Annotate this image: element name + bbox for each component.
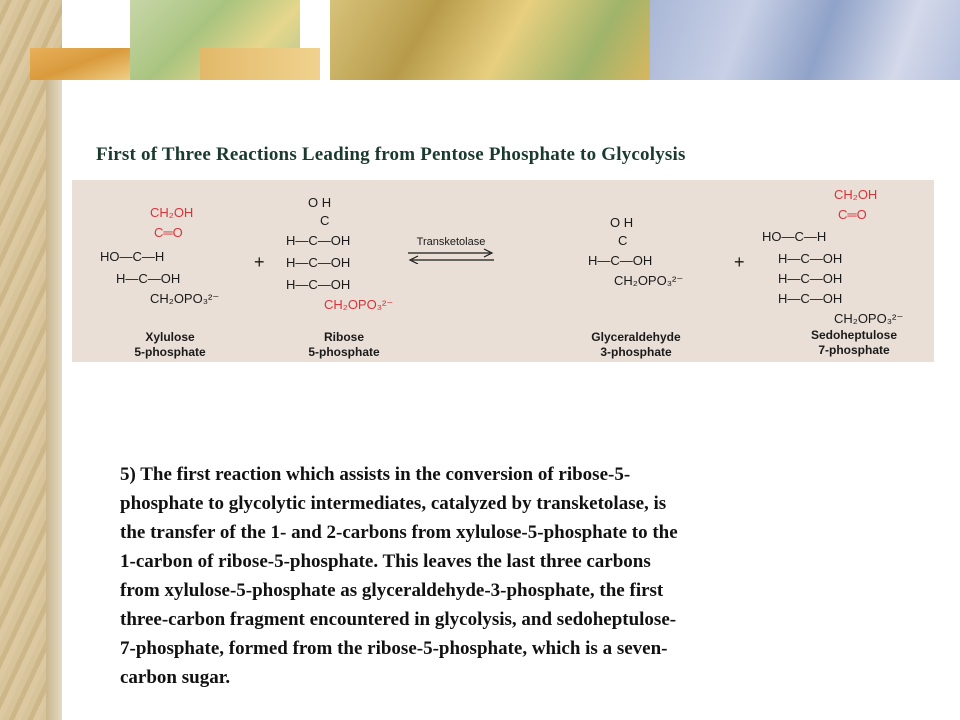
- ribose-line-4: H—C—OH: [286, 255, 351, 270]
- banner-tile-autumn: [330, 0, 650, 80]
- xylulose-line-2: C═O: [154, 225, 183, 240]
- explanation-paragraph: [120, 460, 820, 692]
- paragraph-line: 5) The first reaction which assists in the conversion of ribose-5-: [120, 464, 631, 485]
- xylulose-name: Xylulose: [145, 330, 195, 344]
- paragraph-line: three-carbon fragment encountered in glycolysis, and sedoheptulose-: [120, 609, 677, 630]
- ribose-name-suffix: 5-phosphate: [308, 345, 380, 359]
- glyceraldehyde-line-3: H—C—OH: [588, 253, 653, 268]
- banner-tile-blue: [650, 0, 960, 80]
- paragraph-line: from xylulose-5-phosphate as glyceraldehyde-3-phosphate, the first: [120, 580, 664, 601]
- sedoheptulose-line-2: C═O: [838, 207, 867, 222]
- sedoheptulose-name-suffix: 7-phosphate: [818, 343, 890, 357]
- ribose-line-2: C: [320, 213, 330, 228]
- paragraph-line: the transfer of the 1- and 2-carbons from xylulose-5-phosphate to the: [120, 522, 678, 543]
- xylulose-line-1: CH₂OH: [150, 205, 194, 220]
- ribose-line-6: CH₂OPO₃²⁻: [324, 297, 394, 312]
- sedoheptulose-line-1: CH₂OH: [834, 187, 878, 202]
- banner-tile-orange: [30, 48, 130, 80]
- decorative-banner: [30, 0, 960, 80]
- reaction-arrow: [406, 236, 496, 269]
- ribose-label: [294, 330, 394, 360]
- xylulose-line-5: CH₂OPO₃²⁻: [150, 291, 220, 306]
- glyceraldehyde-line-1: O H: [610, 215, 634, 230]
- paragraph-line: 7-phosphate, formed from the ribose-5-phosphate, which is a seven-: [120, 638, 668, 659]
- glyceraldehyde-name-suffix: 3-phosphate: [600, 345, 672, 359]
- xylulose-label: [110, 330, 230, 360]
- ribose-line-3: H—C—OH: [286, 233, 351, 248]
- banner-tile-sand: [200, 48, 320, 80]
- glyceraldehyde-name: Glyceraldehyde: [591, 330, 681, 344]
- xylulose-line-3: HO—C—H: [100, 249, 165, 264]
- xylulose-name-suffix: 5-phosphate: [134, 345, 206, 359]
- glyceraldehyde-line-2: C: [618, 233, 628, 248]
- paragraph-line: phosphate to glycolytic intermediates, catalyzed by transketolase, is: [120, 493, 667, 514]
- sedoheptulose-line-7: CH₂OPO₃²⁻: [834, 311, 904, 326]
- enzyme-label: Transketolase: [416, 236, 486, 248]
- xylulose-line-4: H—C—OH: [116, 271, 181, 286]
- sedoheptulose-label: [784, 328, 924, 358]
- sedoheptulose-line-6: H—C—OH: [778, 291, 843, 306]
- arrow-icon: [406, 248, 496, 264]
- paragraph-line: 1-carbon of ribose-5-phosphate. This leaves the last three carbons: [120, 551, 651, 572]
- diagram-title: First of Three Reactions Leading from Pentose Phosphate to Glycolysis: [96, 144, 686, 165]
- sedoheptulose-line-5: H—C—OH: [778, 271, 843, 286]
- sedoheptulose-line-4: H—C—OH: [778, 251, 843, 266]
- ribose-line-1: O H: [308, 195, 332, 210]
- reaction-diagram: [72, 180, 934, 362]
- plus-sign-1: +: [254, 252, 265, 272]
- glyceraldehyde-label: [576, 330, 696, 360]
- sidebar-shadow: [46, 80, 62, 720]
- glyceraldehyde-line-4: CH₂OPO₃²⁻: [614, 273, 684, 288]
- plus-sign-2: +: [734, 252, 745, 272]
- sedoheptulose-line-3: HO—C—H: [762, 229, 827, 244]
- ribose-name: Ribose: [323, 330, 364, 344]
- ribose-line-5: H—C—OH: [286, 277, 351, 292]
- paragraph-line: carbon sugar.: [120, 667, 231, 688]
- sedoheptulose-name: Sedoheptulose: [810, 328, 897, 342]
